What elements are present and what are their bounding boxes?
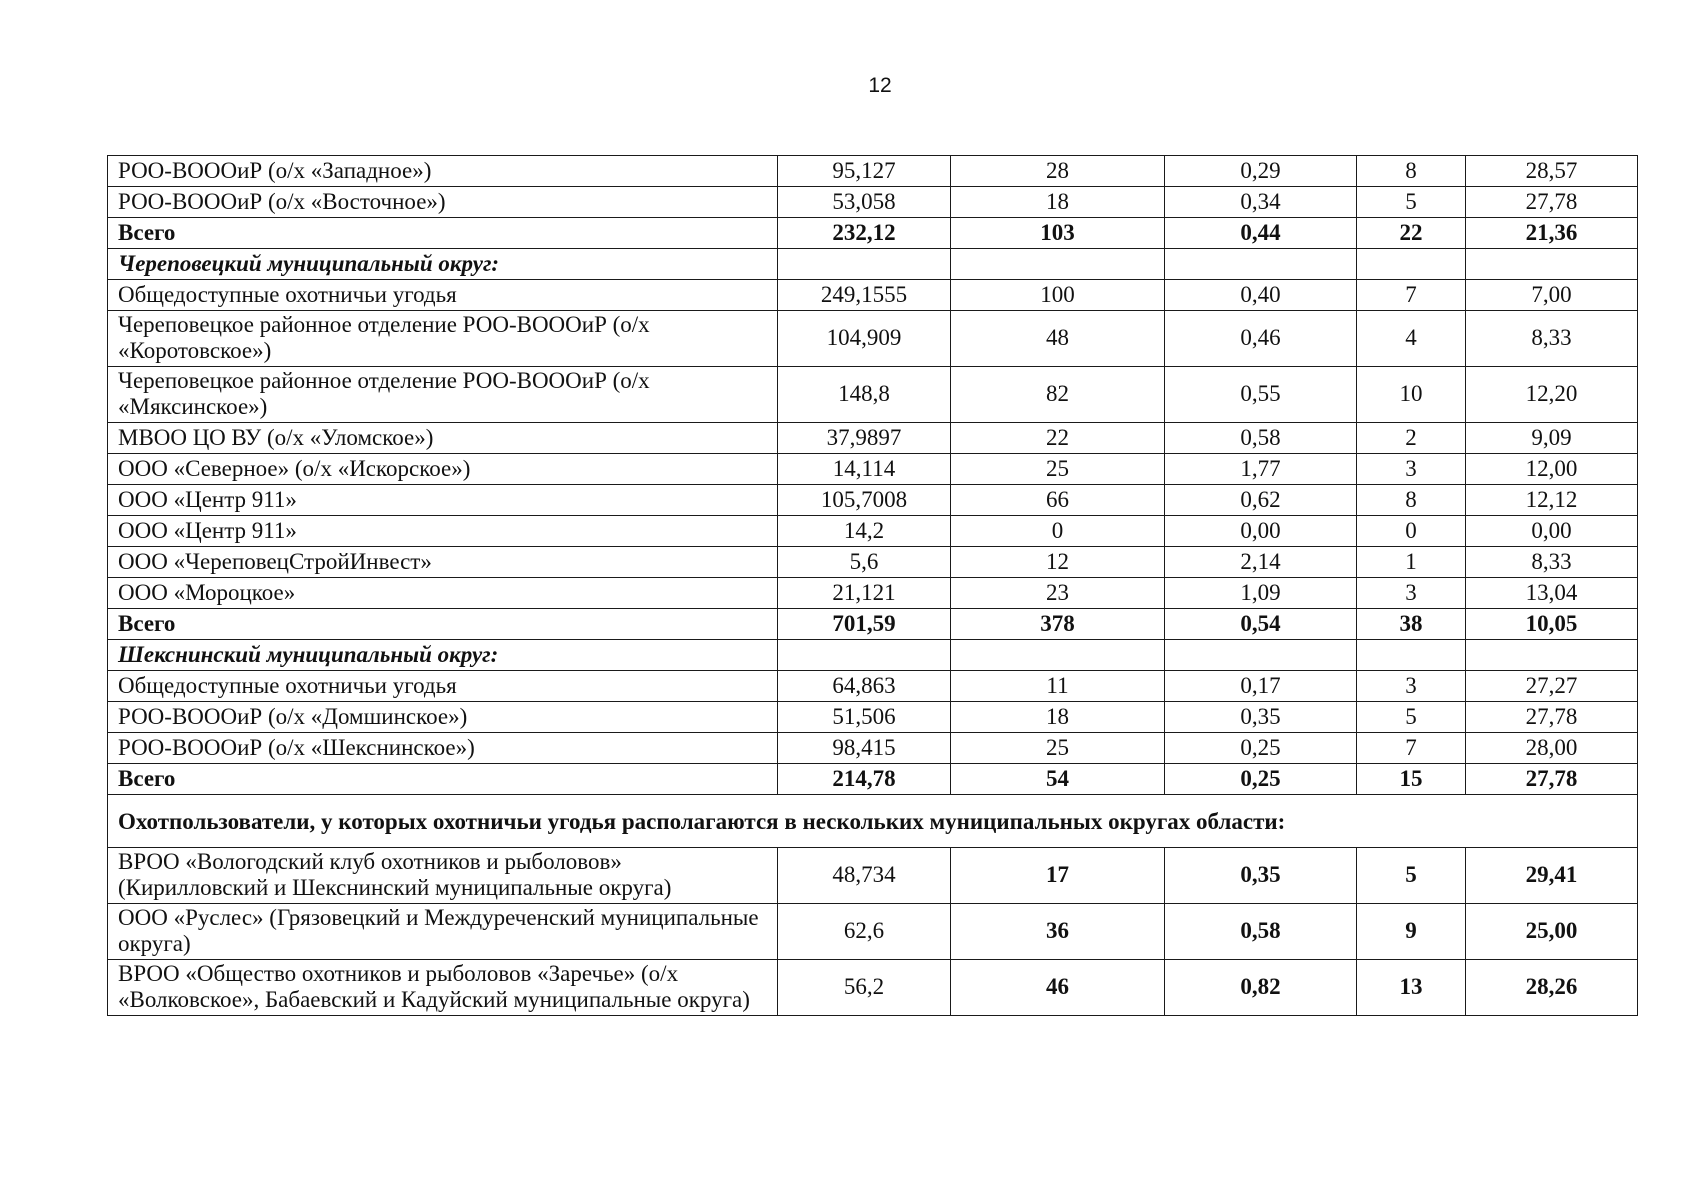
value-cell-1: 214,78 [778, 764, 951, 795]
value-cell-1: 21,121 [778, 578, 951, 609]
table-row [108, 904, 1638, 960]
value-cell-1: 5,6 [778, 547, 951, 578]
value-cell-3: 0,62 [1165, 485, 1357, 516]
row-label: МВОО ЦО ВУ (о/х «Уломское») [108, 423, 778, 454]
value-cell-5: 27,78 [1466, 702, 1638, 733]
value-cell-3: 0,25 [1165, 733, 1357, 764]
table-row [108, 280, 1638, 311]
value-cell-2: 0 [951, 516, 1165, 547]
row-label: РОО-ВОООиР (о/х «Домшинское») [108, 702, 778, 733]
value-cell-2: 22 [951, 423, 1165, 454]
value-cell-1: 62,6 [778, 904, 951, 960]
empty-cell [1357, 249, 1466, 280]
value-cell-4: 22 [1357, 218, 1466, 249]
value-cell-5: 28,26 [1466, 960, 1638, 1016]
value-cell-1: 53,058 [778, 187, 951, 218]
value-cell-5: 12,00 [1466, 454, 1638, 485]
value-cell-4: 1 [1357, 547, 1466, 578]
row-label: РОО-ВОООиР (о/х «Восточное») [108, 187, 778, 218]
value-cell-5: 27,78 [1466, 187, 1638, 218]
table-row [108, 454, 1638, 485]
row-label: ООО «Руслес» (Грязовецкий и Междуреченский муниципальные округа) [108, 904, 778, 960]
row-label: Всего [108, 218, 778, 249]
group-header-row [108, 795, 1638, 848]
empty-cell [951, 249, 1165, 280]
value-cell-5: 29,41 [1466, 848, 1638, 904]
value-cell-2: 46 [951, 960, 1165, 1016]
empty-cell [778, 249, 951, 280]
value-cell-3: 0,55 [1165, 367, 1357, 423]
value-cell-1: 105,7008 [778, 485, 951, 516]
empty-cell [951, 640, 1165, 671]
value-cell-2: 11 [951, 671, 1165, 702]
value-cell-5: 8,33 [1466, 547, 1638, 578]
total-row [108, 609, 1638, 640]
value-cell-5: 25,00 [1466, 904, 1638, 960]
value-cell-1: 95,127 [778, 156, 951, 187]
empty-cell [1466, 249, 1638, 280]
row-label: ООО «Центр 911» [108, 516, 778, 547]
row-label: ВРОО «Общество охотников и рыболовов «Заречье» (о/х «Волковское», Бабаевский и Кадуйский муниципальные округа) [108, 960, 778, 1016]
value-cell-2: 28 [951, 156, 1165, 187]
value-cell-5: 27,78 [1466, 764, 1638, 795]
value-cell-4: 3 [1357, 578, 1466, 609]
value-cell-3: 0,58 [1165, 904, 1357, 960]
value-cell-2: 23 [951, 578, 1165, 609]
value-cell-1: 14,2 [778, 516, 951, 547]
value-cell-4: 8 [1357, 156, 1466, 187]
row-label: РОО-ВОООиР (о/х «Шекснинское») [108, 733, 778, 764]
table-row [108, 485, 1638, 516]
value-cell-1: 14,114 [778, 454, 951, 485]
row-label: ООО «ЧереповецСтройИнвест» [108, 547, 778, 578]
row-label: Общедоступные охотничьи угодья [108, 280, 778, 311]
value-cell-4: 5 [1357, 702, 1466, 733]
value-cell-1: 104,909 [778, 311, 951, 367]
value-cell-3: 1,09 [1165, 578, 1357, 609]
section-header-row [108, 640, 1638, 671]
value-cell-1: 37,9897 [778, 423, 951, 454]
empty-cell [1165, 640, 1357, 671]
value-cell-3: 0,46 [1165, 311, 1357, 367]
value-cell-1: 701,59 [778, 609, 951, 640]
value-cell-2: 12 [951, 547, 1165, 578]
value-cell-1: 51,506 [778, 702, 951, 733]
value-cell-4: 9 [1357, 904, 1466, 960]
value-cell-3: 0,54 [1165, 609, 1357, 640]
table-row [108, 516, 1638, 547]
table-row [108, 547, 1638, 578]
empty-cell [1165, 249, 1357, 280]
value-cell-3: 0,35 [1165, 702, 1357, 733]
value-cell-1: 148,8 [778, 367, 951, 423]
table-row [108, 848, 1638, 904]
value-cell-5: 0,00 [1466, 516, 1638, 547]
value-cell-1: 64,863 [778, 671, 951, 702]
value-cell-3: 2,14 [1165, 547, 1357, 578]
value-cell-5: 27,27 [1466, 671, 1638, 702]
value-cell-3: 0,82 [1165, 960, 1357, 1016]
value-cell-5: 8,33 [1466, 311, 1638, 367]
table-row [108, 671, 1638, 702]
table-row [108, 187, 1638, 218]
value-cell-4: 2 [1357, 423, 1466, 454]
value-cell-2: 378 [951, 609, 1165, 640]
value-cell-5: 10,05 [1466, 609, 1638, 640]
empty-cell [778, 640, 951, 671]
value-cell-3: 0,44 [1165, 218, 1357, 249]
value-cell-1: 249,1555 [778, 280, 951, 311]
value-cell-3: 0,25 [1165, 764, 1357, 795]
page-number: 12 [868, 74, 892, 97]
row-label: РОО-ВОООиР (о/х «Западное») [108, 156, 778, 187]
value-cell-4: 38 [1357, 609, 1466, 640]
value-cell-4: 15 [1357, 764, 1466, 795]
value-cell-1: 232,12 [778, 218, 951, 249]
value-cell-4: 3 [1357, 454, 1466, 485]
row-label: ВРОО «Вологодский клуб охотников и рыболовов» (Кирилловский и Шекснинский муниципальные округа) [108, 848, 778, 904]
table-row [108, 960, 1638, 1016]
value-cell-4: 10 [1357, 367, 1466, 423]
section-header-row [108, 249, 1638, 280]
value-cell-4: 5 [1357, 848, 1466, 904]
table-body [108, 156, 1638, 1016]
value-cell-2: 36 [951, 904, 1165, 960]
row-label: Череповецкое районное отделение РОО-ВОООиР (о/х «Коротовское») [108, 311, 778, 367]
value-cell-2: 17 [951, 848, 1165, 904]
total-row [108, 218, 1638, 249]
value-cell-5: 21,36 [1466, 218, 1638, 249]
value-cell-5: 12,20 [1466, 367, 1638, 423]
value-cell-2: 66 [951, 485, 1165, 516]
value-cell-4: 13 [1357, 960, 1466, 1016]
value-cell-5: 9,09 [1466, 423, 1638, 454]
value-cell-2: 18 [951, 702, 1165, 733]
row-label: ООО «Северное» (о/х «Искорское») [108, 454, 778, 485]
value-cell-5: 28,00 [1466, 733, 1638, 764]
value-cell-4: 5 [1357, 187, 1466, 218]
group-title: Охотпользователи, у которых охотничьи угодья располагаются в нескольких муниципальных округах области: [108, 795, 1638, 848]
value-cell-2: 25 [951, 733, 1165, 764]
value-cell-4: 4 [1357, 311, 1466, 367]
table-row [108, 367, 1638, 423]
value-cell-1: 48,734 [778, 848, 951, 904]
value-cell-5: 28,57 [1466, 156, 1638, 187]
table-row [108, 156, 1638, 187]
hunting-grounds-table [107, 155, 1638, 1016]
value-cell-2: 18 [951, 187, 1165, 218]
value-cell-4: 8 [1357, 485, 1466, 516]
section-title: Череповецкий муниципальный округ: [108, 249, 778, 280]
value-cell-2: 25 [951, 454, 1165, 485]
total-row [108, 764, 1638, 795]
value-cell-4: 3 [1357, 671, 1466, 702]
value-cell-3: 0,34 [1165, 187, 1357, 218]
value-cell-5: 13,04 [1466, 578, 1638, 609]
table-row [108, 733, 1638, 764]
value-cell-2: 103 [951, 218, 1165, 249]
value-cell-2: 82 [951, 367, 1165, 423]
section-title: Шекснинский муниципальный округ: [108, 640, 778, 671]
value-cell-3: 1,77 [1165, 454, 1357, 485]
table-row [108, 702, 1638, 733]
value-cell-3: 0,29 [1165, 156, 1357, 187]
value-cell-3: 0,35 [1165, 848, 1357, 904]
value-cell-1: 98,415 [778, 733, 951, 764]
value-cell-3: 0,40 [1165, 280, 1357, 311]
value-cell-2: 48 [951, 311, 1165, 367]
row-label: ООО «Центр 911» [108, 485, 778, 516]
row-label: ООО «Мороцкое» [108, 578, 778, 609]
value-cell-2: 54 [951, 764, 1165, 795]
empty-cell [1357, 640, 1466, 671]
row-label: Череповецкое районное отделение РОО-ВОООиР (о/х «Мяксинское») [108, 367, 778, 423]
value-cell-4: 7 [1357, 280, 1466, 311]
table-row [108, 311, 1638, 367]
empty-cell [1466, 640, 1638, 671]
row-label: Общедоступные охотничьи угодья [108, 671, 778, 702]
value-cell-5: 7,00 [1466, 280, 1638, 311]
value-cell-2: 100 [951, 280, 1165, 311]
value-cell-4: 7 [1357, 733, 1466, 764]
table-row [108, 578, 1638, 609]
table-row [108, 423, 1638, 454]
value-cell-3: 0,17 [1165, 671, 1357, 702]
value-cell-4: 0 [1357, 516, 1466, 547]
value-cell-3: 0,58 [1165, 423, 1357, 454]
value-cell-5: 12,12 [1466, 485, 1638, 516]
row-label: Всего [108, 764, 778, 795]
value-cell-1: 56,2 [778, 960, 951, 1016]
value-cell-3: 0,00 [1165, 516, 1357, 547]
row-label: Всего [108, 609, 778, 640]
